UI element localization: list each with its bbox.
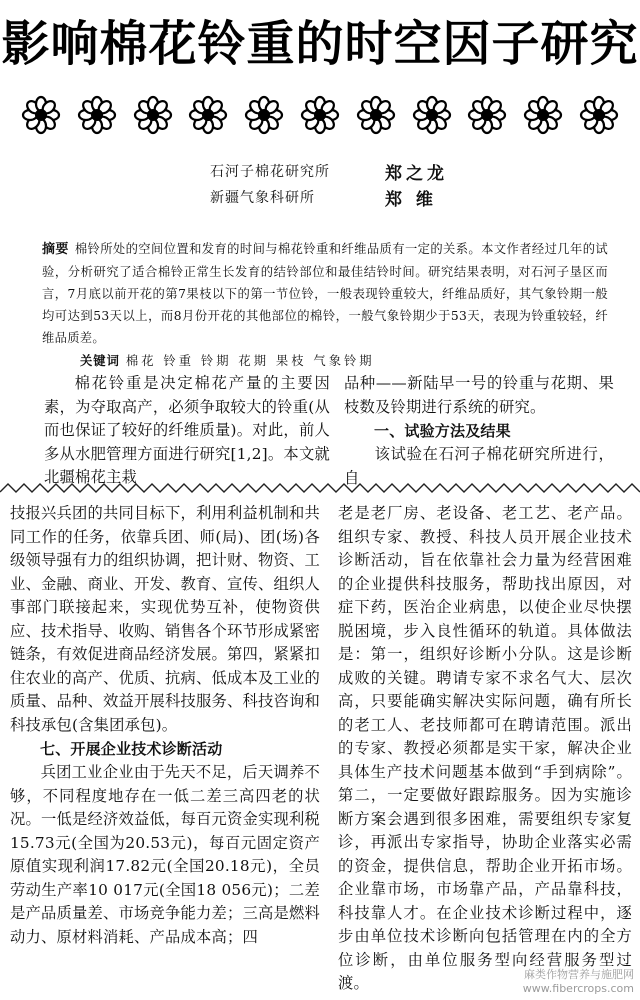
body-paragraph: 老是老厂房、老设备、老工艺、老产品。组织专家、教授、科技人员开展企业技术诊断活动，旨在依靠社会力量为经营困难的企业提供科技服务，帮助找出原因，对症下药，医治企业病患，以使企业尽快摆脱困境，步入良性循环的轨道。具体做法是：第一，组织好诊断小分队。这是诊断成败的关键。聘请专家不求名气大、层次高，只要能确实解决实际问题，确有所长的老工人、老技师都可在聘请范围。派出的专家、教授必须都是实干家，解决企业具体生产技术问题基本做到“手到病除”。第二，一定要做好跟踪服务。因为实施诊断方案会遇到很多困难，需要组织专家复诊，再派出专家指导，协助企业落实必需的资金，提供信息，帮助企业开拓市场。企业靠市场，市场靠产品，产品靠科技，科技靠人才。在企业技术诊断过程中，逐步由单位技术诊断向包括管理在内的全方位诊断，由单位服务型向经营服务型过渡。	[338, 504, 632, 992]
body-paragraph: 兵团工业企业由于先天不足，后天调养不够，不同程度地存在一低二差三高四老的状况。一低是经济效益低，每百元资金实现利税15.73元(全国为20.53元)，每百元固定资产原值实现利润17.82元(全国20.18元)，全员劳动生产率10 017元(全国18 056元)；二差是产品质量差、市场竞争能力差；三高是燃料动力、原材料消耗、产品成本高；四	[10, 763, 320, 946]
abstract-label: 摘要	[42, 242, 69, 257]
page-cut-divider	[0, 482, 640, 494]
author-row	[210, 158, 570, 184]
lower-right-column	[338, 502, 632, 996]
section-heading: 一、试验方法及结果	[374, 422, 511, 440]
flower-icon	[130, 92, 176, 138]
lower-left-column	[10, 502, 320, 949]
author-affiliation: 石河子棉花研究所	[210, 164, 330, 180]
body-paragraph: 品种——新陆早一号的铃重与花期、果枝数及铃期进行系统的研究。	[344, 374, 614, 416]
keywords	[80, 351, 580, 369]
author-name: 郑之龙	[385, 163, 448, 184]
article-title: 影响棉花铃重的时空因子研究	[1, 16, 639, 72]
flower-icon	[409, 92, 455, 138]
flower-icon	[353, 92, 399, 138]
watermark-line: 麻类作物营养与施肥网	[524, 968, 634, 981]
flower-icon	[185, 92, 231, 138]
section-heading: 七、开展企业技术诊断活动	[40, 740, 223, 758]
body-paragraph: 该试验在石河子棉花研究所进行，自	[344, 445, 614, 487]
author-affiliation: 新疆气象科研所	[210, 190, 315, 206]
flower-icon	[576, 92, 622, 138]
flower-icon	[18, 92, 64, 138]
upper-right-column	[344, 372, 614, 490]
flower-icon	[74, 92, 120, 138]
flower-icon	[520, 92, 566, 138]
flower-border	[18, 90, 622, 140]
watermark	[523, 968, 634, 996]
author-row	[210, 184, 570, 210]
abstract-text: 棉铃所处的空间位置和发育的时间与棉花铃重和纤维品质有一定的关系。本文作者经过几年的试验，分析研究了适合棉铃正常生长发育的结铃部位和最佳结铃时间。研究结果表明，对石河子垦区而言，7月底以前开花的第7果枝以下的第一节位铃，一般表现铃重较大，纤维品质好，其气象铃期一般均可达到53天以上，而8月份开花的其他部位的棉铃，一般气象铃期少于53天，表现为铃重较轻，纤维品质差。	[42, 242, 608, 345]
author-name: 郑 维	[385, 189, 437, 210]
watermark-url: www.fibercrops.com	[522, 982, 634, 995]
upper-left-column	[44, 372, 330, 490]
body-paragraph: 技报兴兵团的共同目标下，利用利益机制和共同工作的任务，依靠兵团、师(局)、团(场)各级领导强有力的组织协调，把计财、物资、工业、金融、商业、开发、教育、宣传、组织人事部门联接起来，实现优势互补，使物资供应、技术指导、收购、销售各个环节形成紧密链条，有效促进商品经济发展。第四，紧紧扣住农业的高产、优质、抗病、低成本及工业的质量、品种、效益开展科技服务、科技咨询和科技承包(含集团承包)。	[10, 504, 320, 734]
flower-icon	[241, 92, 287, 138]
keywords-label: 关键词	[80, 354, 120, 368]
abstract	[42, 238, 608, 349]
flower-icon	[464, 92, 510, 138]
flower-icon	[297, 92, 343, 138]
author-block	[210, 158, 570, 210]
body-paragraph: 棉花铃重是决定棉花产量的主要因素，为夺取高产，必须争取较大的铃重(从而也保证了较好的纤维质量)。对此，前人多从水肥管理方面进行研究[1,2]。本文就北疆棉花主栽	[44, 374, 330, 486]
keywords-text: 棉花 铃重 铃期 花期 果枝 气象铃期	[125, 354, 375, 368]
